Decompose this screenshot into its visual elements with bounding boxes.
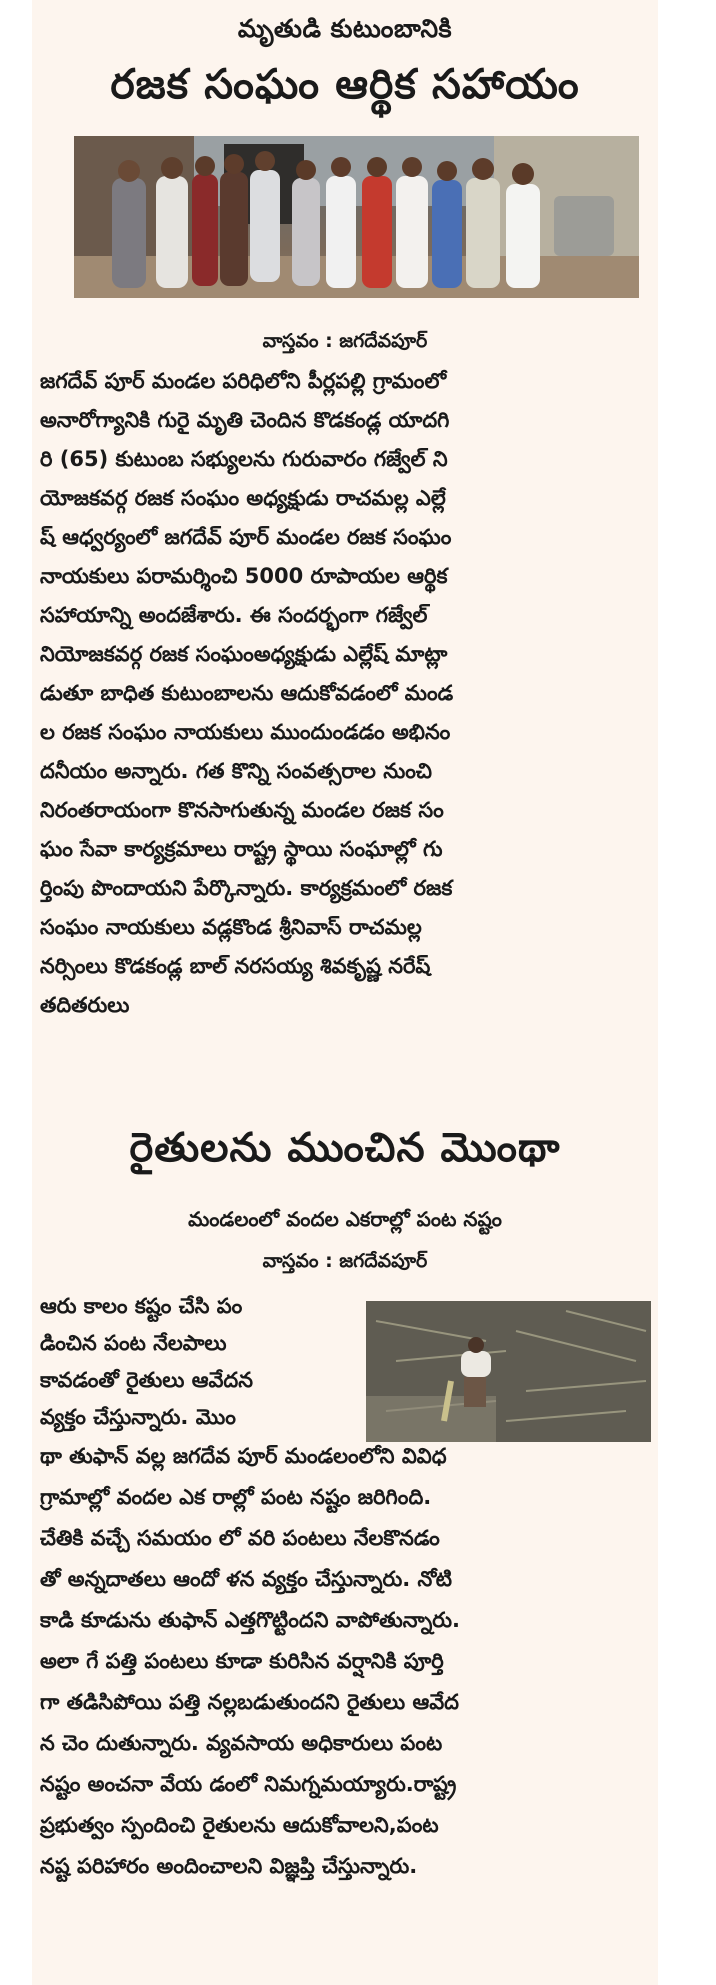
article2-dateline: వాస్తవం : జగదేవపూర్ [262,1250,428,1272]
article2-body-rest: థా తుఫాన్ వల్ల జగదేవ పూర్ మండలంలోని వివిధ గ్రామాల్లో వందల ఎక రాల్లో పంట నష్టం జరిగింది. చేతికి వచ్చే సమయం లో వరి పంటలు నేలకొనడం తో అన్నదాతలు ఆందో ళన వ్యక్తం చేస్తున్నారు. నోటి కాడి కూడును తుఫాన్ ఎత్తగొట్టిందని వాపోతున్నారు. అలా గే పత్తి పంటలు కూడా కురిసిన వర్షానికి పూర్తి గా తడిసిపోయి పత్తి నల్లబడుతుందని రైతులు ఆవేద న చెం దుతున్నారు. వ్యవసాయ అధికారులు పంట నష్టం అంచనా వేయ డంలో నిమగ్నమయ్యారు.రాష్ట్ర ప్రభుత్వం స్పందించి రైతులను ఆదుకోవాలని,పంట నష్ట పరిహారం అందించాలని విజ్ఞప్తి చేస్తున్నారు. [40,1444,460,1878]
article1-kicker: మృతుడి కుటుంబానికి [237,14,453,43]
article1-body: జగదేవ్ పూర్ మండల పరిధిలోని పీర్లపల్లి గ్రామంలో అనారోగ్యానికి గురై మృతి చెందిన కొడకండ్ల యాదగి రి (65) కుటుంబ సభ్యులను గురువారం గజ్వేల్ ని యోజకవర్గ రజక సంఘం అధ్యక్షుడు రాచమల్ల ఎల్లే ష్ ఆధ్వర్యంలో జగదేవ్ పూర్ మండల రజక సంఘం నాయకులు పరామర్శించి 5000 రూపాయల ఆర్థిక సహాయాన్ని అందజేశారు. ఈ సందర్భంగా గజ్వేల్ నియోజకవర్గ రజక సంఘంఅధ్యక్షుడు ఎల్లేష్ మాట్లా డుతూ బాధిత కుటుంబాలను ఆదుకోవడంలో మండ ల రజక సంఘం నాయకులు ముందుండడం అభినం దనీయం అన్నారు. గత కొన్ని సంవత్సరాల నుంచి నిరంతరాయంగా కొనసాగుతున్న మండల రజక సం ఘం సేవా కార్యక్రమాలు రాష్ట్ర స్థాయి సంఘాల్లో గు ర్తింపు పొందాయని పేర్కొన్నారు. కార్యక్రమంలో రజక సంఘం నాయకులు వడ్లకొండ శ్రీనివాస్ రాచమల్ల నర్సింలు కొడకండ్ల బాల్ నరసయ్య శివకృష్ణ నరేష్ తదితరులు [40,369,454,1017]
article1-dateline: వాస్తవం : జగదేవపూర్ [262,330,428,352]
flooded-crop-photo [366,1301,651,1442]
article2-body-lead: ఆరు కాలం కష్టం చేసి పం డించిన పంట నేలపాలు కావడంతో రైతులు ఆవేదన వ్యక్తం చేస్తున్నారు. మొం [40,1294,253,1429]
article2-headline: రైతులను ముంచిన మొంథా [129,1125,561,1171]
newspaper-clipping [32,0,658,1985]
article1-headline: రజక సంఘం ఆర్థిక సహాయం [110,60,580,108]
article2-subhead: మండలంలో వందల ఎకరాల్లో పంట నష్టం [188,1207,502,1231]
group-photo [74,136,639,298]
